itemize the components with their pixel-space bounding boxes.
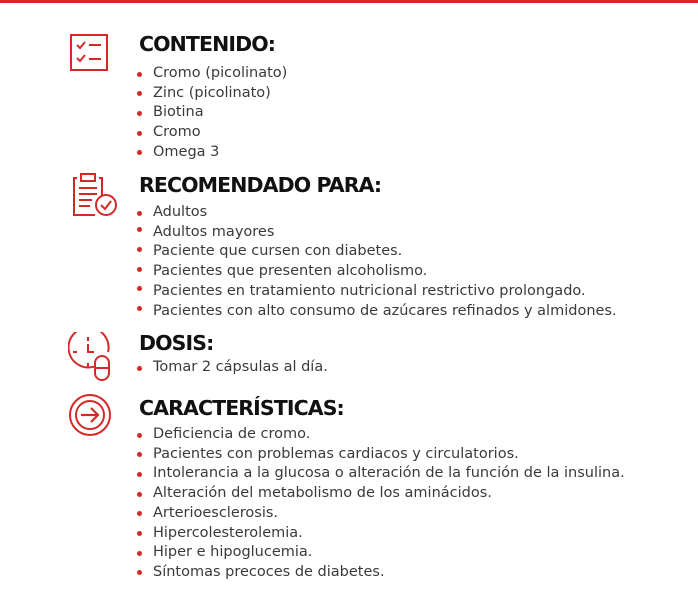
list-item: Cromo xyxy=(135,123,287,143)
list-item: Alteración del metabolismo de los aminácidos. xyxy=(135,484,625,504)
clock-pill-icon xyxy=(68,332,116,382)
list-item: Paciente que cursen con diabetes. xyxy=(135,242,617,262)
list-dosis xyxy=(135,358,328,378)
list-item: Pacientes con problemas cardiacos y circulatorios. xyxy=(135,445,625,465)
checklist-icon xyxy=(68,33,110,73)
list-item: Zinc (picolinato) xyxy=(135,84,287,104)
section-title-caracteristicas: CARACTERÍSTICAS: xyxy=(139,396,344,420)
list-item: Pacientes en tratamiento nutricional restrictivo prolongado. xyxy=(135,282,617,302)
section-title-contenido: CONTENIDO: xyxy=(139,32,276,56)
list-item: Omega 3 xyxy=(135,143,287,163)
list-item: Hipercolesterolemia. xyxy=(135,524,625,544)
list-caracteristicas xyxy=(135,425,625,583)
list-item: Síntomas precoces de diabetes. xyxy=(135,563,625,583)
list-item: Arterioesclerosis. xyxy=(135,504,625,524)
list-item: Tomar 2 cápsulas al día. xyxy=(135,358,328,378)
list-recomendado xyxy=(135,203,617,321)
list-item: Cromo (picolinato) xyxy=(135,64,287,84)
list-item: Pacientes con alto consumo de azúcares refinados y almidones. xyxy=(135,302,617,322)
list-item: Adultos mayores xyxy=(135,223,617,243)
section-title-dosis: DOSIS: xyxy=(139,331,214,355)
arrow-circle-icon xyxy=(68,393,112,437)
list-item: Adultos xyxy=(135,203,617,223)
list-contenido xyxy=(135,64,287,163)
clipboard-check-icon xyxy=(68,171,120,221)
list-item: Deficiencia de cromo. xyxy=(135,425,625,445)
list-item: Hiper e hipoglucemia. xyxy=(135,543,625,563)
top-accent-bar xyxy=(0,0,698,3)
list-item: Pacientes que presenten alcoholismo. xyxy=(135,262,617,282)
list-item: Biotina xyxy=(135,103,287,123)
list-item: Intolerancia a la glucosa o alteración de la función de la insulina. xyxy=(135,464,625,484)
section-title-recomendado: RECOMENDADO PARA: xyxy=(139,173,382,197)
